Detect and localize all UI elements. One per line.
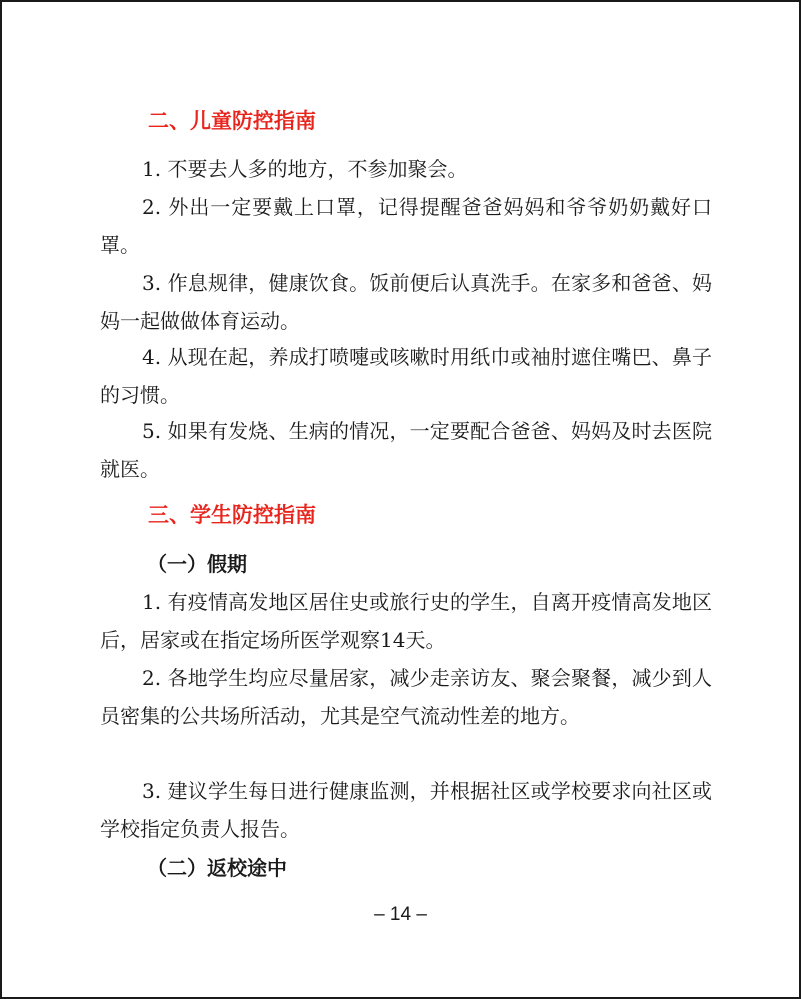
item-text: 如果有发烧、生病的情况，一定要配合爸爸、妈妈及时去医院就医。 xyxy=(100,419,712,481)
section-heading-children: 二、儿童防控指南 xyxy=(148,109,316,133)
item-number: 2. xyxy=(142,666,162,690)
list-item xyxy=(100,659,712,735)
list-item xyxy=(100,338,712,414)
page-number: – 14 – xyxy=(374,904,427,925)
list-item xyxy=(100,772,712,848)
item-text: 不要去人多的地方，不参加聚会。 xyxy=(161,157,468,181)
item-number: 1. xyxy=(142,590,162,614)
item-text: 作息规律，健康饮食。饭前便后认真洗手。在家多和爸爸、妈妈一起做做体育运动。 xyxy=(100,271,712,333)
item-number: 4. xyxy=(142,345,162,369)
item-text: 外出一定要戴上口罩，记得提醒爸爸妈妈和爷爷奶奶戴好口罩。 xyxy=(100,195,712,257)
item-text: 从现在起，养成打喷嚏或咳嗽时用纸巾或袖肘遮住嘴巴、鼻子的习惯。 xyxy=(100,345,712,407)
list-item xyxy=(100,188,712,264)
item-text: 有疫情高发地区居住史或旅行史的学生，自离开疫情高发地区后，居家或在指定场所医学观察14天。 xyxy=(100,590,712,652)
item-text: 各地学生均应尽量居家，减少走亲访友、聚会聚餐，减少到人员密集的公共场所活动，尤其是空气流动性差的地方。 xyxy=(100,666,712,728)
item-number: 1. xyxy=(142,157,162,181)
item-number: 5. xyxy=(142,419,162,443)
item-number: 3. xyxy=(142,779,162,803)
list-item xyxy=(100,412,712,488)
section-heading-students: 三、学生防控指南 xyxy=(148,503,316,527)
subsection-heading-return-trip: （二）返校途中 xyxy=(147,856,287,880)
list-item xyxy=(100,150,712,188)
list-item xyxy=(100,264,712,340)
item-text: 建议学生每日进行健康监测，并根据社区或学校要求向社区或学校指定负责人报告。 xyxy=(100,779,712,841)
list-item xyxy=(100,583,712,659)
item-number: 3. xyxy=(142,271,162,295)
item-number: 2. xyxy=(142,195,162,219)
subsection-heading-holiday: （一）假期 xyxy=(147,552,247,576)
